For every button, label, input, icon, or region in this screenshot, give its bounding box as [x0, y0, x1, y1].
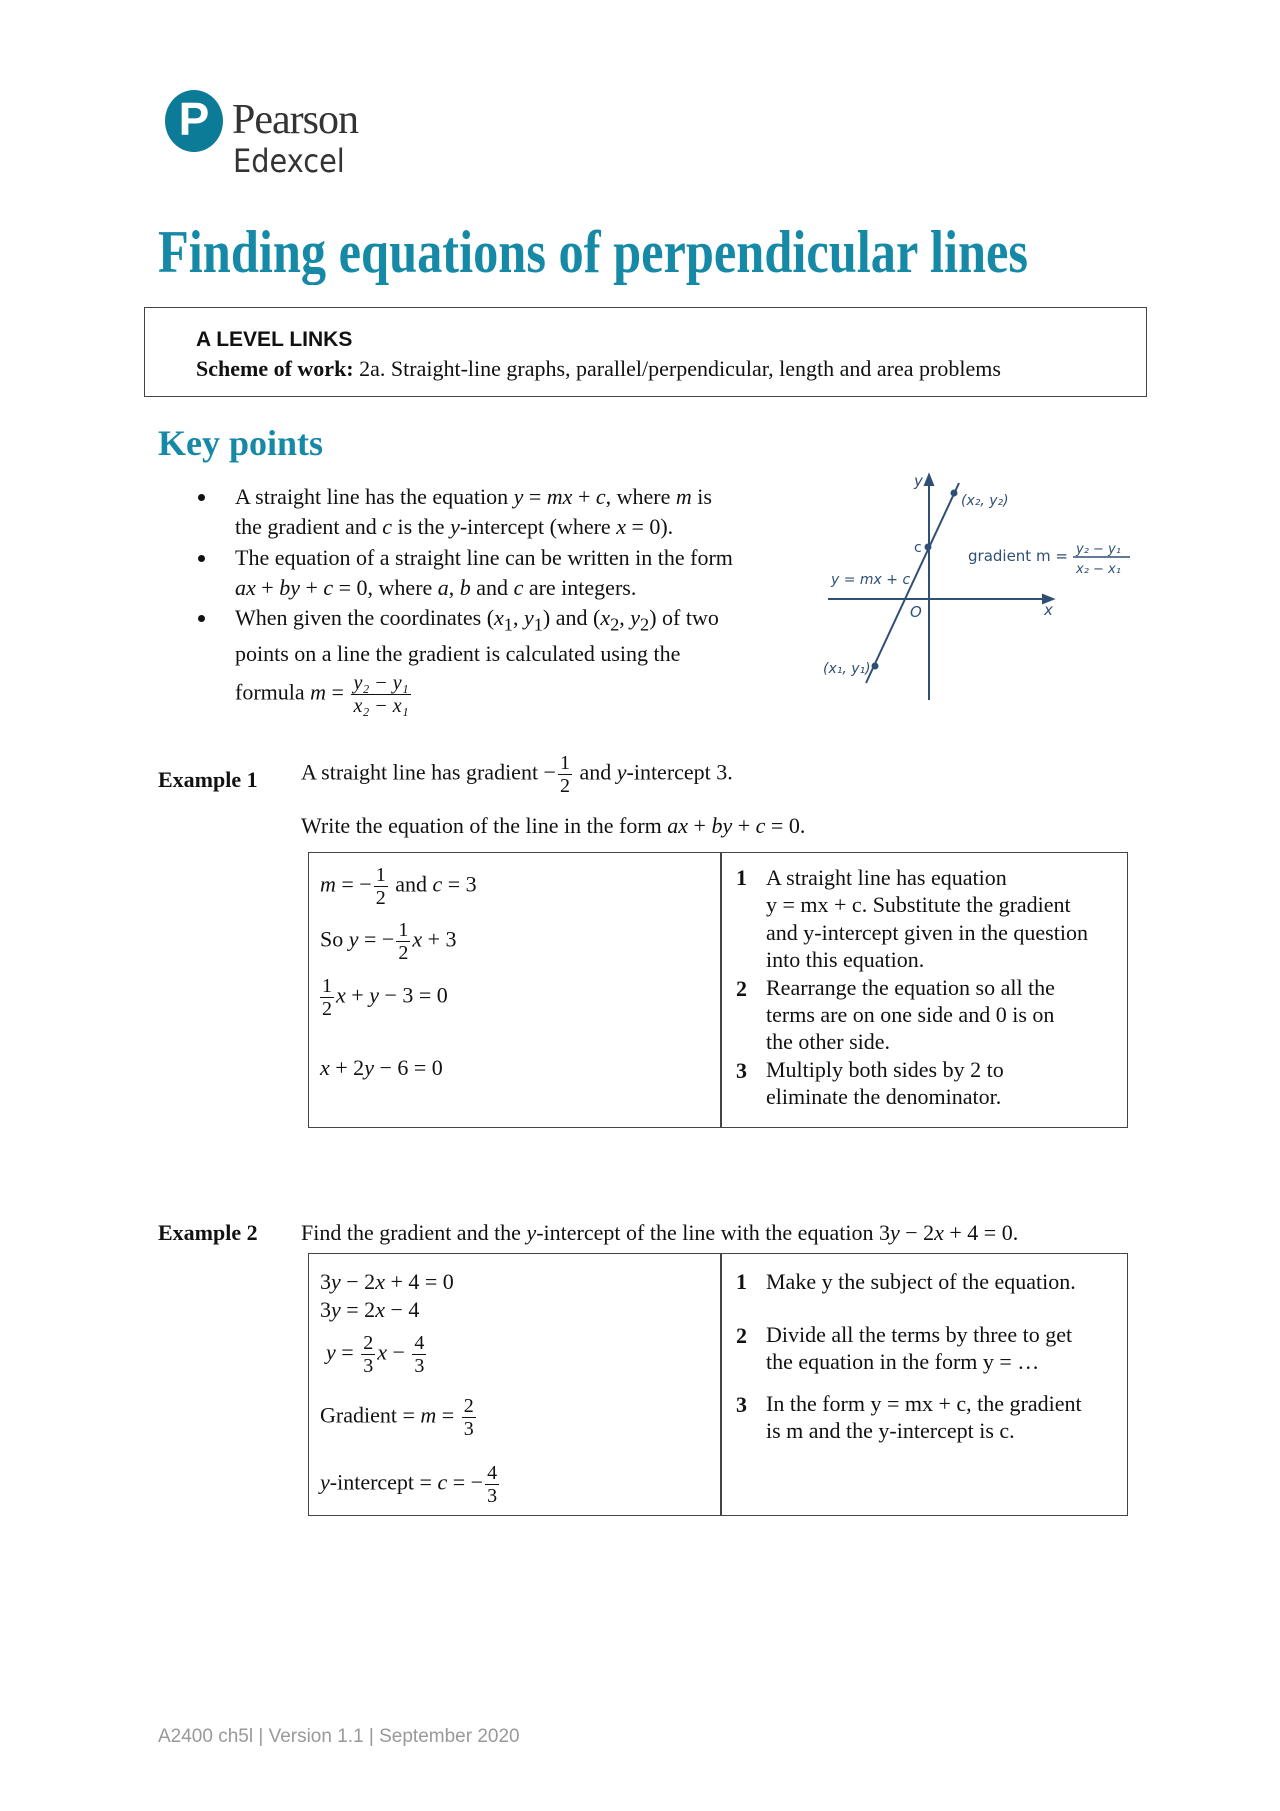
- example-2-label: Example 2: [158, 1220, 258, 1245]
- text-fragment: y: [889, 1220, 900, 1245]
- text-fragment: -intercept of the line with the equation 3: [536, 1220, 890, 1245]
- text-fragment: c: [513, 575, 524, 600]
- text-fragment: and y-intercept given in the question: [766, 919, 1088, 945]
- gradient-denominator: x₂ − x₁: [1076, 562, 1121, 577]
- brand-sub: Edexcel: [233, 142, 345, 180]
- text-fragment: =: [335, 1339, 360, 1365]
- text-fragment: +: [345, 982, 370, 1008]
- ex1-step-1-text: [766, 864, 1088, 973]
- text-fragment: y: [450, 514, 460, 539]
- text-fragment: -intercept (where: [459, 514, 617, 539]
- text-fragment: ,: [512, 605, 524, 630]
- text-fragment: the other side.: [766, 1029, 891, 1054]
- text-fragment: ) and (: [542, 605, 601, 630]
- text-fragment: 3: [736, 1058, 747, 1083]
- text-fragment: 2: [375, 887, 386, 909]
- text-fragment: 3: [320, 1297, 331, 1322]
- text-fragment: c: [323, 575, 334, 600]
- text-fragment: = 2: [340, 1297, 376, 1322]
- fraction: [412, 1332, 426, 1377]
- text-fragment: eliminate the denominator.: [766, 1084, 1002, 1109]
- origin-label: O: [910, 603, 922, 621]
- text-fragment: m: [310, 679, 327, 705]
- text-fragment: Gradient =: [320, 1402, 421, 1428]
- text-fragment: + 4 = 0: [384, 1269, 454, 1294]
- text-fragment: +: [255, 575, 280, 600]
- text-fragment: is the: [392, 514, 451, 539]
- text-fragment: +: [732, 813, 756, 838]
- text-fragment: ax: [235, 575, 256, 600]
- text-fragment: the equation in the form y = …: [766, 1349, 1040, 1374]
- text-fragment: =: [326, 679, 350, 705]
- text-fragment: 4: [414, 1332, 425, 1354]
- text-fragment: is m and the y-intercept is c.: [766, 1418, 1015, 1443]
- scheme-text: 2a. Straight-line graphs, parallel/perpendicular, length and area problems: [359, 356, 1001, 381]
- text-fragment: 1: [559, 752, 570, 774]
- text-fragment: c: [382, 514, 392, 539]
- column-divider: [720, 853, 722, 1127]
- text-fragment: 1: [398, 919, 409, 941]
- text-fragment: points on a line the gradient is calculated using the: [235, 641, 681, 667]
- text-fragment: -intercept =: [329, 1469, 438, 1495]
- text-fragment: So: [320, 926, 349, 952]
- text-fragment: Write the equation of the line in the form: [301, 813, 668, 838]
- text-fragment: 1: [375, 864, 386, 886]
- point-c: [926, 545, 931, 550]
- text-fragment: y₂ − y₁: [353, 672, 409, 694]
- fraction: [361, 1332, 375, 1377]
- ex2-step-2-text: [766, 1321, 1072, 1375]
- text-fragment: and: [389, 871, 433, 897]
- text-fragment: −: [386, 1339, 411, 1365]
- text-fragment: 3: [736, 1392, 747, 1417]
- text-fragment: y: [630, 605, 641, 630]
- logo-mark: P: [178, 93, 210, 145]
- straight-line-diagram: [0, 0, 1280, 760]
- text-fragment: A straight line has the equation: [235, 484, 514, 509]
- text-fragment: x: [616, 514, 626, 539]
- text-fragment: In the form y = mx + c, the gradient: [766, 1391, 1082, 1416]
- text-fragment: and: [470, 575, 514, 600]
- ex2-step-3: [736, 1390, 747, 1420]
- ex2-step-1: [736, 1267, 747, 1297]
- text-fragment: 3: [414, 1355, 425, 1377]
- example-1-label: Example 1: [158, 767, 258, 792]
- ex1-step-3-text: [766, 1056, 1004, 1110]
- text-fragment: y: [320, 1469, 330, 1495]
- text-fragment: x: [494, 605, 504, 630]
- text-fragment: 3: [320, 1269, 331, 1294]
- text-fragment: = 0).: [625, 514, 674, 539]
- text-fragment: 2: [463, 1395, 474, 1417]
- text-fragment: c: [755, 813, 766, 838]
- text-fragment: The equation of a straight line can be written in the form: [235, 545, 733, 570]
- fraction: [462, 1395, 476, 1440]
- text-fragment: 1: [503, 614, 513, 635]
- text-fragment: 2: [640, 614, 650, 635]
- text-fragment: ax: [667, 813, 689, 838]
- text-fragment: 4: [487, 1462, 498, 1484]
- fraction: [374, 864, 388, 909]
- point-2: [952, 491, 957, 496]
- text-fragment: c: [595, 484, 606, 509]
- text-fragment: y: [616, 759, 627, 785]
- text-fragment: m: [675, 484, 692, 509]
- ex2-work-line-1: [320, 1267, 454, 1297]
- text-fragment: y: [331, 1269, 341, 1294]
- fraction: [320, 975, 334, 1020]
- text-fragment: 2: [559, 775, 570, 797]
- text-fragment: y: [348, 926, 359, 952]
- fraction: [396, 919, 410, 964]
- text-fragment: A straight line has equation: [766, 865, 1007, 890]
- text-fragment: into this equation.: [766, 946, 925, 972]
- text-fragment: Divide all the terms by three to get: [766, 1322, 1073, 1347]
- text-fragment: by: [711, 813, 733, 838]
- text-fragment: m: [320, 871, 336, 897]
- ex1-step-3: [736, 1056, 747, 1086]
- text-fragment: 2: [610, 614, 620, 635]
- fraction: [558, 752, 572, 797]
- ex2-step-2: [736, 1321, 747, 1351]
- text-fragment: ,: [448, 575, 460, 600]
- gradient-numerator: y₂ − y₁: [1076, 542, 1121, 557]
- text-fragment: mx: [546, 484, 573, 509]
- text-fragment: formula: [235, 679, 311, 705]
- fraction: [485, 1462, 499, 1507]
- text-fragment: x: [377, 1339, 387, 1365]
- text-fragment: c: [432, 871, 443, 897]
- text-fragment: x₂ − x₁: [353, 695, 409, 717]
- text-fragment: = −: [447, 1469, 484, 1495]
- text-fragment: x: [375, 1269, 385, 1294]
- page-title: Finding equations of perpendicular lines: [158, 219, 1029, 285]
- text-fragment: 2: [736, 976, 747, 1001]
- text-fragment: y: [526, 1220, 537, 1245]
- text-fragment: , where: [605, 484, 676, 509]
- y-axis-arrow-icon: [925, 475, 933, 485]
- ex2-work-line-4: [320, 1395, 478, 1440]
- ex2-work-line-2: [320, 1295, 419, 1325]
- example-1-instruction: [301, 811, 805, 841]
- ex1-step-2-text: [766, 974, 1055, 1055]
- text-fragment: Rearrange the equation so all the: [766, 975, 1055, 1000]
- y-axis-label: y: [914, 472, 923, 490]
- gradient-label: gradient m =: [968, 547, 1068, 565]
- ex2-step-1-text: Make y the subject of the equation.: [766, 1269, 1076, 1294]
- text-fragment: =: [436, 1402, 460, 1428]
- ex1-work-line-3: [318, 975, 448, 1020]
- text-fragment: Multiply both sides by 2 to: [766, 1057, 1004, 1082]
- text-fragment: 2: [363, 1332, 374, 1354]
- text-fragment: = 3: [442, 871, 477, 897]
- scheme-label: Scheme of work:: [196, 356, 354, 381]
- text-fragment: 2: [322, 998, 332, 1020]
- point-2-label: (x₂, y₂): [961, 493, 1009, 509]
- a-level-links-heading: A LEVEL LINKS: [196, 328, 353, 351]
- text-fragment: A straight line has gradient −: [301, 759, 556, 785]
- text-fragment: ) of two: [649, 605, 719, 630]
- ex1-work-line-4: [320, 1053, 443, 1083]
- text-fragment: 1: [736, 1269, 747, 1294]
- text-fragment: the gradient and: [235, 514, 383, 539]
- text-fragment: = −: [358, 926, 395, 952]
- ex2-work-line-3: [326, 1332, 428, 1377]
- text-fragment: y: [523, 605, 534, 630]
- text-fragment: y: [369, 982, 379, 1008]
- example-2-question: [301, 1218, 1018, 1248]
- text-fragment: Find the gradient and the: [301, 1220, 527, 1245]
- text-fragment: − 2: [340, 1269, 376, 1294]
- text-fragment: 1: [322, 975, 332, 997]
- key-points-heading: Key points: [158, 423, 324, 463]
- text-fragment: 3: [463, 1418, 474, 1440]
- ex1-work-line-2: [320, 919, 457, 964]
- text-fragment: by: [279, 575, 300, 600]
- text-fragment: -intercept 3.: [626, 759, 733, 785]
- text-fragment: 1: [533, 614, 543, 635]
- text-fragment: +: [688, 813, 712, 838]
- line-equation-label: y = mx + c: [831, 572, 911, 588]
- text-fragment: − 4: [384, 1297, 420, 1322]
- text-fragment: 2: [398, 942, 409, 964]
- footer-version: A2400 ch5l | Version 1.1 | September 2020: [158, 1726, 520, 1747]
- text-fragment: y: [326, 1339, 336, 1365]
- text-fragment: + 3: [422, 926, 457, 952]
- text-fragment: 2: [736, 1323, 747, 1348]
- text-fragment: =: [523, 484, 547, 509]
- text-fragment: a: [437, 575, 449, 600]
- text-fragment: x: [412, 926, 423, 952]
- point-1: [873, 664, 878, 669]
- ex2-work-line-5: [320, 1462, 501, 1507]
- text-fragment: is: [691, 484, 712, 509]
- text-fragment: When given the coordinates (: [235, 605, 495, 630]
- text-fragment: 3: [487, 1485, 498, 1507]
- text-fragment: = 0, where: [333, 575, 438, 600]
- ex1-work-line-1: [320, 864, 477, 909]
- example-1-question: [301, 752, 733, 797]
- text-fragment: y: [331, 1297, 341, 1322]
- text-fragment: b: [459, 575, 471, 600]
- text-fragment: x: [336, 982, 346, 1008]
- ex2-step-3-text: [766, 1390, 1082, 1444]
- text-fragment: y = mx + c. Substitute the gradient: [766, 892, 1071, 918]
- point-1-label: (x₁, y₁): [823, 661, 871, 677]
- text-fragment: = 0.: [765, 813, 806, 838]
- text-fragment: x: [934, 1220, 944, 1245]
- ex1-step-2: [736, 974, 747, 1004]
- c-label: c: [914, 540, 922, 556]
- text-fragment: − 3 = 0: [378, 982, 448, 1008]
- brand-name: Pearson: [232, 97, 358, 143]
- text-fragment: − 6 = 0: [373, 1055, 443, 1080]
- text-fragment: +: [572, 484, 596, 509]
- text-fragment: + 2: [329, 1055, 365, 1080]
- ex1-step-1: [736, 864, 747, 891]
- text-fragment: x: [600, 605, 611, 630]
- text-fragment: y: [364, 1055, 374, 1080]
- text-fragment: c: [437, 1469, 448, 1495]
- text-fragment: +: [299, 575, 324, 600]
- text-fragment: − 2: [899, 1220, 935, 1245]
- text-fragment: y: [513, 484, 524, 509]
- text-fragment: are integers.: [523, 575, 637, 600]
- text-fragment: ,: [619, 605, 631, 630]
- text-fragment: x: [320, 1055, 330, 1080]
- text-fragment: terms are on one side and 0 is on: [766, 1002, 1055, 1027]
- text-fragment: m: [420, 1402, 437, 1428]
- text-fragment: + 4 = 0.: [943, 1220, 1019, 1245]
- text-fragment: = −: [335, 871, 372, 897]
- text-fragment: 3: [363, 1355, 374, 1377]
- text-fragment: and: [573, 759, 617, 785]
- x-axis-label: x: [1044, 601, 1053, 619]
- text-fragment: 1: [736, 865, 747, 890]
- column-divider: [720, 1254, 722, 1515]
- text-fragment: x: [375, 1297, 385, 1322]
